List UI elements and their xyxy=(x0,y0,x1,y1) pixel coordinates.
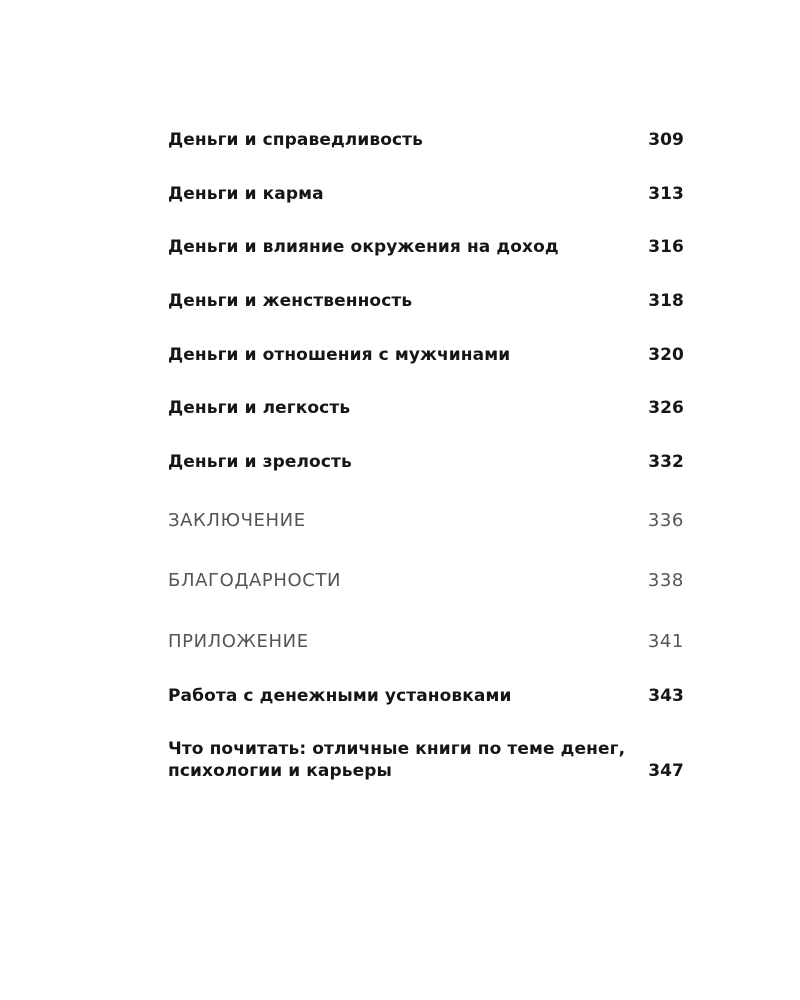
toc-entry-page-number: 341 xyxy=(647,631,684,652)
toc-entry-page-number: 309 xyxy=(648,130,684,150)
toc-entry-page-number: 343 xyxy=(648,686,684,706)
toc-entry-money-and-relationships xyxy=(168,344,684,366)
toc-entry-acknowledgements xyxy=(168,570,684,592)
toc-entry-money-and-femininity xyxy=(168,290,684,312)
toc-entry-money-beliefs-work xyxy=(168,685,684,707)
toc-entry-page-number: 320 xyxy=(648,345,684,365)
toc-entry-title: Работа с денежными установками xyxy=(168,686,512,706)
toc-entry-title: ЗАКЛЮЧЕНИЕ xyxy=(168,510,306,531)
toc-entry-title: Деньги и отношения с мужчинами xyxy=(168,345,511,365)
toc-entry-title: БЛАГОДАРНОСТИ xyxy=(168,570,342,591)
toc-entry-reading-list xyxy=(168,738,684,782)
toc-entry-money-and-ease xyxy=(168,397,684,419)
toc-entry-money-and-maturity xyxy=(168,451,684,473)
toc-entry-page-number: 332 xyxy=(648,452,684,472)
toc-entry-title: Деньги и легкость xyxy=(168,398,351,418)
toc-entry-title: Деньги и женственность xyxy=(168,291,413,311)
table-of-contents xyxy=(168,0,684,1000)
toc-entry-page-number: 316 xyxy=(648,237,684,257)
toc-entry-conclusion xyxy=(168,510,684,532)
toc-entry-title: Деньги и влияние окружения на доход xyxy=(168,237,559,257)
toc-entry-title: ПРИЛОЖЕНИЕ xyxy=(168,631,309,652)
toc-entry-page-number: 338 xyxy=(647,570,684,591)
toc-entry-title: Деньги и справедливость xyxy=(168,130,423,150)
toc-entry-page-number: 326 xyxy=(648,398,684,418)
toc-entry-title: Деньги и карма xyxy=(168,184,324,204)
toc-entry-title: Деньги и зрелость xyxy=(168,452,352,472)
toc-entry-money-and-justice xyxy=(168,129,684,151)
toc-entry-money-and-environment xyxy=(168,236,684,258)
toc-entry-title: Что почитать: отличные книги по теме денег, психологии и карьеры xyxy=(168,739,626,781)
toc-entry-page-number: 313 xyxy=(648,184,684,204)
toc-entry-page-number: 318 xyxy=(648,291,684,311)
toc-entry-page-number: 336 xyxy=(647,510,684,531)
toc-entry-appendix xyxy=(168,631,684,653)
toc-entry-money-and-karma xyxy=(168,183,684,205)
toc-entry-page-number: 347 xyxy=(648,761,684,781)
